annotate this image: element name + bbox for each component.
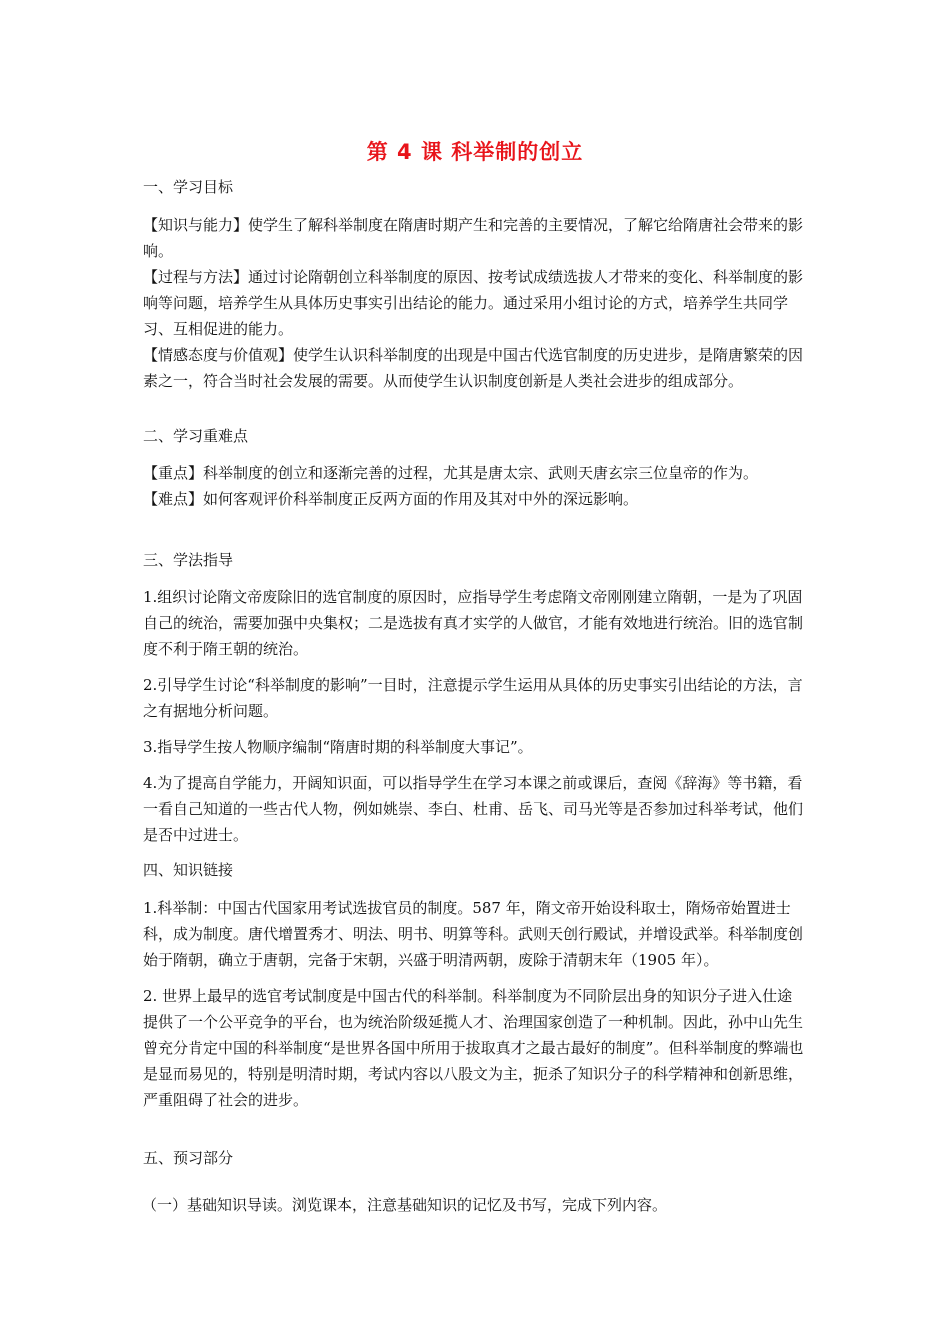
paragraph: 1.组织讨论隋文帝废除旧的选官制度的原因时，应指导学生考虑隋文帝刚刚建立隋朝，一是为了巩固自己的统治，需要加强中央集权；二是选拔有真才实学的人做官，才能有效地进行统治。旧的选官制度不利于隋王朝的统治。 (143, 588, 804, 658)
paragraph: 【过程与方法】通过讨论隋朝创立科举制度的原因、按考试成绩选拔人才带来的变化、科举制度的影响等问题，培养学生从具体历史事实引出结论的能力。通过采用小组讨论的方式，培养学生共同学习、互相促进的能力。 (143, 268, 804, 338)
page-title: 第 4 课 科举制的创立 (366, 140, 584, 164)
section-heading-method: 三、学法指导 (143, 551, 234, 569)
paragraph: 2.引导学生讨论“科举制度的影响”一目时，注意提示学生运用从具体的历史事实引出结论的方法，言之有据地分析问题。 (143, 676, 803, 720)
paragraph: 【重点】科举制度的创立和逐渐完善的过程，尤其是唐太宗、武则天唐玄宗三位皇帝的作为。 (143, 464, 759, 482)
section-heading-links: 四、知识链接 (143, 861, 234, 879)
section-heading-preview: 五、预习部分 (143, 1149, 234, 1167)
paragraph: 【知识与能力】使学生了解科举制度在隋唐时期产生和完善的主要情况，了解它给隋唐社会带来的影响。 (143, 216, 804, 260)
section-links-body (143, 895, 807, 1113)
section-method-body (143, 584, 807, 848)
paragraph: 3.指导学生按人物顺序编制“隋唐时期的科举制度大事记”。 (143, 738, 533, 756)
paragraph: 4.为了提高自学能力，开阔知识面，可以指导学生在学习本课之前或课后，查阅《辞海》等书籍，看一看自己知道的一些古代人物，例如姚崇、李白、杜甫、岳飞、司马光等是否参加过科举考试，他们是否中过进士。 (143, 774, 804, 844)
paragraph: 【情感态度与价值观】使学生认识科举制度的出现是中国古代选官制度的历史进步，是隋唐繁荣的因素之一，符合当时社会发展的需要。从而使学生认识制度创新是人类社会进步的组成部分。 (143, 346, 804, 390)
paragraph: 【难点】如何客观评价科举制度正反两方面的作用及其对中外的深远影响。 (143, 490, 639, 508)
paragraph: （一）基础知识导读。浏览课本，注意基础知识的记忆及书写，完成下列内容。 (142, 1196, 668, 1214)
paragraph: 2. 世界上最早的选官考试制度是中国古代的科举制。科举制度为不同阶层出身的知识分子进入仕途提供了一个公平竞争的平台，也为统治阶级延揽人才、治理国家创造了一种机制。因此，孙中山先生曾充分肯定中国的科举制度“是世界各国中所用于拔取真才之最古最好的制度”。但科举制度的弊端也是显而易见的，特别是明清时期，考试内容以八股文为主，扼杀了知识分子的科学精神和创新思维，严重阻碍了社会的进步。 (143, 987, 804, 1109)
section-heading-goals: 一、学习目标 (143, 178, 234, 196)
section-goals-body (143, 212, 807, 394)
paragraph: 1.科举制：中国古代国家用考试选拔官员的制度。587 年，隋文帝开始设科取士，隋炀帝始置进士科，成为制度。唐代增置秀才、明法、明书、明算等科。武则天创行殿试，并增设武举。科举制度创始于隋朝，确立于唐朝，完备于宋朝，兴盛于明清两朝，废除于清朝末年（1905 年）。 (143, 899, 804, 969)
section-key-points-body (143, 460, 807, 512)
section-heading-key-points: 二、学习重难点 (143, 427, 249, 445)
